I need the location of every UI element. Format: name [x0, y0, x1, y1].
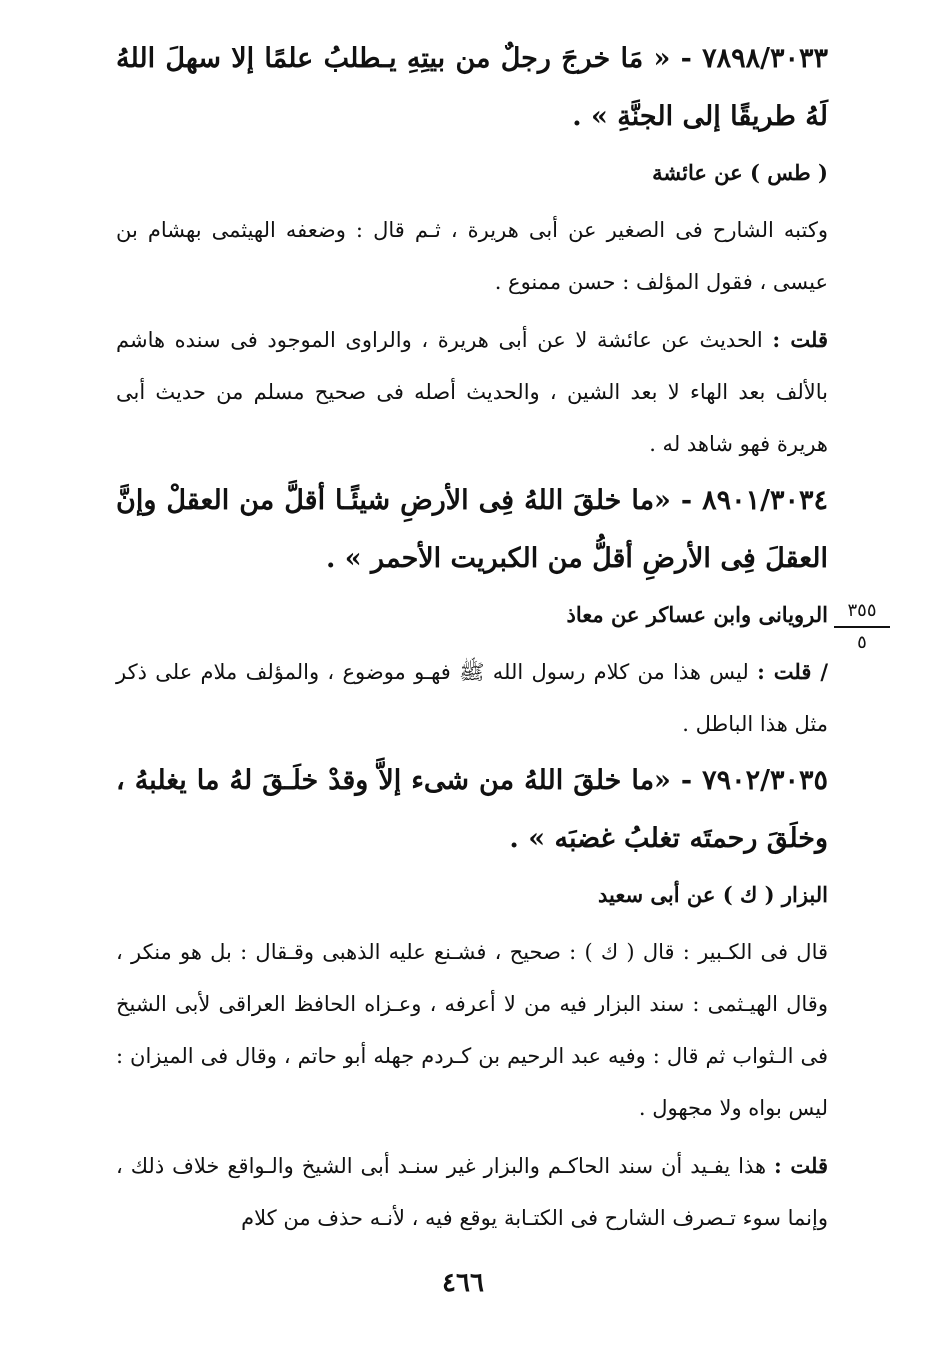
- hadith-text: ٧٩٠٢/٣٠٣٥ - «ما خلقَ اللهُ من شىء إلاَّ وقدْ خلَـقَ لهُ ما يغلبهُ ، وخلَقَ رحمتَه تغلبُ غضبَه » .: [116, 765, 828, 854]
- note-label: / قلت :: [757, 659, 828, 684]
- hadith-source: ( طس ) عن عائشة: [652, 160, 828, 185]
- note-label: قلت :: [774, 1153, 828, 1178]
- note-text: ليس هذا من كلام رسول الله ﷺ فهـو موضوع ، والمؤلف ملام على ذكر مثل هذا الباطل .: [116, 660, 828, 736]
- hadith-source: البزار ( ك ) عن أبى سعيد: [598, 882, 828, 907]
- hadith-text: ٨٩٠١/٣٠٣٤ - «ما خلقَ اللهُ فِى الأرضِ شيئًـا أقلَّ من العقلْ وإنَّ العقلَ فِى الأرضِ أقلُّ من الكبريت الأحمر » .: [116, 485, 828, 574]
- hadith-source: الرويانى وابن عساكر عن معاذ: [566, 602, 828, 627]
- page-body: [116, 28, 828, 1244]
- note-text: قال فى الكـبير : قال ( ك ) : صحيح ، فشـنع عليه الذهبى وقـقال : بل هو منكر ، وقال الهيـثمى : سند البزار فيه من لا أعرفه ، وعـزاه الحافظ العراقى لأبى الشيخ فى الـثواب ثم قال : وفيه عبد الرحيم بن كـردم جهله أبو حاتم ، وقال فى الميزان : ليس بواه ولا مجهول .: [116, 940, 828, 1120]
- hadith-text: ٧٨٩٨/٣٠٣٣ - « مَا خرجَ رجلٌ من بيتِهِ يـطلبُ علمًا إلا سهلَ اللهُ لَهُ طريقًا إلى الجنَّةِ » .: [116, 43, 828, 132]
- commentary-paragraph: [116, 314, 828, 470]
- commentary-paragraph: [116, 926, 828, 1134]
- note-text: هذا يفـيد أن سند الحاكـم والبزار غير سنـد أبى الشيخ والـواقع خلاف ذلك ، وإنما سوء تـصرف الشارح فى الكتـابة يوقع فيه ، لأنـه حذف من كلام: [116, 1154, 828, 1230]
- note-text: الحديث عن عائشة لا عن أبى هريرة ، والراوى الموجود فى سنده هاشم بالألف بعد الهاء لا بعد الشين ، والحديث أصله فى صحيح مسلم من حديث أبى هريرة فهو شاهد له .: [116, 328, 828, 456]
- commentary-paragraph: [116, 1140, 828, 1244]
- page-number: ٤٦٦: [442, 1268, 484, 1298]
- commentary-paragraph: [116, 646, 828, 750]
- margin-reference: [834, 600, 890, 654]
- note-text: وكتبه الشارح فى الصغير عن أبى هريرة ، ثـم قال : وضعفه الهيثمى بهشام بن عيسى ، فقول المؤلف : حسن ممنوع .: [116, 218, 828, 294]
- margin-reference-top: ٣٥٥: [847, 600, 877, 621]
- note-label: قلت :: [772, 327, 828, 352]
- commentary-paragraph: [116, 204, 828, 308]
- margin-rule: [834, 626, 890, 628]
- margin-reference-bottom: ٥: [857, 632, 867, 653]
